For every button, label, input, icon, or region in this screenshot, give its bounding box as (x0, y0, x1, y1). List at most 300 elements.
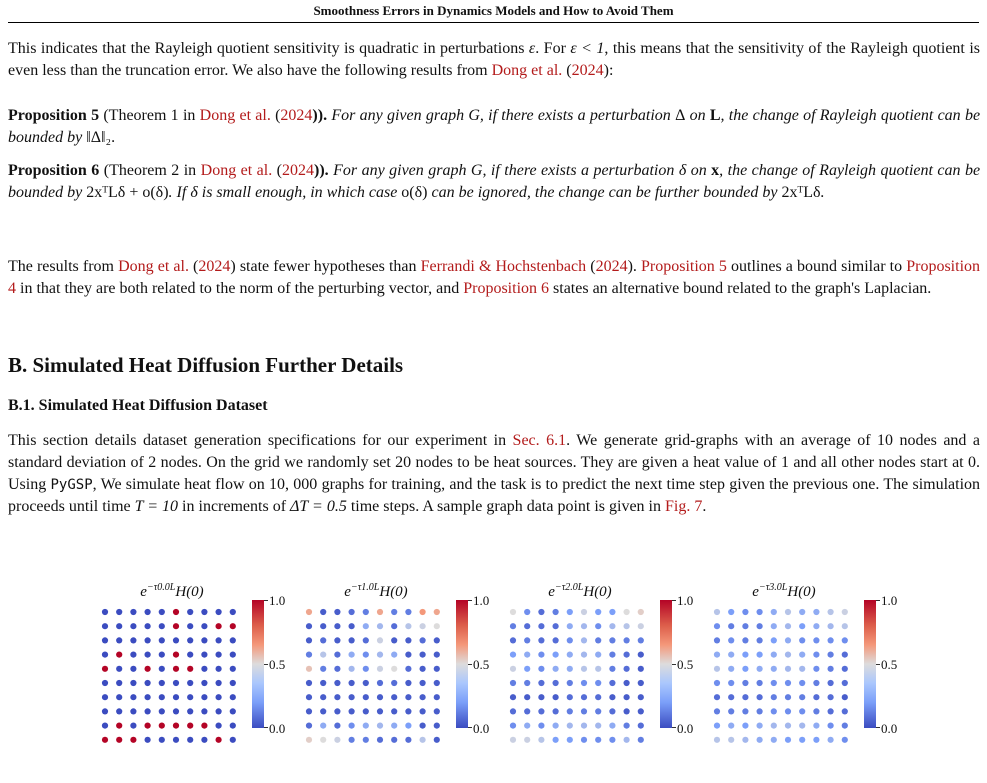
graph-node (306, 609, 312, 615)
graph-node (320, 708, 326, 714)
graph-node (173, 609, 179, 615)
graph-node (434, 737, 440, 743)
graph-node (434, 723, 440, 729)
graph-node (116, 666, 122, 672)
panel (301, 582, 501, 752)
colorbar-tick-label: 0.0 (473, 721, 490, 736)
graph-node (828, 694, 834, 700)
citation-link[interactable]: Dong et al. (118, 258, 189, 275)
text: state fewer hypotheses than (235, 258, 421, 275)
graph-node (785, 609, 791, 615)
graph-node (405, 666, 411, 672)
graph-node (159, 666, 165, 672)
text: is small enough, in which case (197, 184, 402, 201)
graph-node (405, 609, 411, 615)
graph-node (638, 623, 644, 629)
graph-node (391, 723, 397, 729)
graph-node (638, 666, 644, 672)
graph-node (728, 694, 734, 700)
graph-node (173, 623, 179, 629)
paragraph-rayleigh-sensitivity: This indicates that the Rayleigh quotient sensitivity is quadratic in perturbations ε. For ε < 1, this means that the sensitivity of the Rayleigh quotient is even less than the truncation error. We also have the following results from Dong et al. (2024): (8, 40, 980, 79)
graph-node (538, 666, 544, 672)
graph-node (609, 666, 615, 672)
title-exponent: −τ2.0L (554, 582, 584, 593)
math-L: L (709, 107, 721, 124)
colorbar-tick-label: 0.0 (677, 721, 694, 736)
graph-node (799, 680, 805, 686)
graph-node (524, 652, 530, 658)
graph-node (538, 623, 544, 629)
graph-node (216, 609, 222, 615)
graph-node (116, 652, 122, 658)
title-exponent: −τ1.0L (350, 582, 380, 593)
graph-node (391, 666, 397, 672)
graph-node (553, 680, 559, 686)
graph-node (785, 708, 791, 714)
graph-node (201, 723, 207, 729)
graph-node (377, 609, 383, 615)
graph-node (216, 680, 222, 686)
graph-node (102, 694, 108, 700)
text: . (702, 498, 707, 515)
graph-node (742, 637, 748, 643)
panel-title (505, 582, 655, 601)
graph-node (230, 652, 236, 658)
graph-node (306, 723, 312, 729)
graph-node (813, 609, 819, 615)
graph-node (538, 694, 544, 700)
graph-node (638, 652, 644, 658)
graph-node (216, 737, 222, 743)
graph-node (813, 708, 819, 714)
graph-node (334, 737, 340, 743)
graph-node (216, 623, 222, 629)
text: can be ignored, the change can be further bounded by (427, 184, 782, 201)
graph-node (377, 652, 383, 658)
graph-node (349, 680, 355, 686)
graph-node (405, 737, 411, 743)
graph-node (391, 623, 397, 629)
math-delta: δ (190, 184, 198, 201)
colorbar-tick (264, 727, 268, 728)
graph-node (553, 637, 559, 643)
graph-node (595, 708, 601, 714)
citation-year-link[interactable]: 2024 (595, 258, 628, 275)
graph-node (510, 609, 516, 615)
proposition-ref-link[interactable]: Proposition 5 (641, 258, 727, 275)
graph-node (842, 637, 848, 643)
graph-node (159, 708, 165, 714)
text: . (820, 184, 825, 201)
graph-node (391, 680, 397, 686)
graph-node (799, 652, 805, 658)
graph-node (624, 680, 630, 686)
graph-node (728, 666, 734, 672)
colorbar-tick-label: 1.0 (269, 593, 286, 608)
graph-node (334, 708, 340, 714)
graph-node (173, 694, 179, 700)
graph-node (230, 737, 236, 743)
graph-node (581, 737, 587, 743)
math-little-o: o(δ) (401, 184, 428, 201)
graph-node (828, 637, 834, 643)
graph-node (116, 723, 122, 729)
graph-node (363, 737, 369, 743)
graph-node (320, 723, 326, 729)
graph-node (420, 652, 426, 658)
graph-node (187, 737, 193, 743)
graph-node (538, 737, 544, 743)
graph-node (130, 723, 136, 729)
node-grid (712, 607, 862, 747)
graph-node (595, 694, 601, 700)
graph-node (434, 680, 440, 686)
graph-node (714, 708, 720, 714)
graph-node (624, 623, 630, 629)
graph-node (306, 737, 312, 743)
graph-node (595, 623, 601, 629)
graph-node (391, 737, 397, 743)
citation-link[interactable]: Dong et al. (491, 62, 563, 79)
colorbar-tick-label: 1.0 (473, 593, 490, 608)
graph-node (145, 708, 151, 714)
section-ref-link[interactable]: Sec. 6.1 (512, 432, 567, 449)
graph-node (581, 652, 587, 658)
graph-node (130, 623, 136, 629)
graph-node (216, 694, 222, 700)
graph-node (145, 666, 151, 672)
graph-node (813, 737, 819, 743)
math-bound: 2xᵀLδ (781, 184, 821, 201)
graph-node (553, 708, 559, 714)
graph-node (638, 680, 644, 686)
panel (709, 582, 909, 752)
colorbar-tick-label: 1.0 (677, 593, 694, 608)
panel-title (709, 582, 859, 601)
text: )). (312, 107, 328, 124)
colorbar-tick (468, 600, 472, 601)
graph-node (728, 708, 734, 714)
graph-node (581, 666, 587, 672)
graph-node (349, 694, 355, 700)
graph-node (320, 637, 326, 643)
graph-node (420, 723, 426, 729)
graph-node (510, 737, 516, 743)
graph-node (201, 694, 207, 700)
graph-node (785, 737, 791, 743)
text: This section details dataset generation specifications for our experiment in (8, 432, 513, 449)
colorbar-tick (672, 727, 676, 728)
graph-node (201, 666, 207, 672)
title-base: e (140, 584, 147, 600)
graph-node (159, 737, 165, 743)
graph-node (363, 666, 369, 672)
graph-node (187, 623, 193, 629)
graph-node (581, 680, 587, 686)
graph-node (434, 694, 440, 700)
graph-node (742, 609, 748, 615)
graph-node (102, 609, 108, 615)
graph-node (842, 666, 848, 672)
graph-node (201, 609, 207, 615)
graph-node (813, 680, 819, 686)
text: The results from (8, 258, 119, 275)
graph-node (320, 666, 326, 672)
graph-node (334, 652, 340, 658)
graph-node (201, 623, 207, 629)
graph-node (391, 694, 397, 700)
text: (Theorem 1 in (99, 107, 200, 124)
graph-node (714, 723, 720, 729)
graph-node (216, 723, 222, 729)
title-exponent: −τ3.0L (758, 582, 788, 593)
graph-node (624, 694, 630, 700)
graph-node (567, 723, 573, 729)
graph-node (828, 666, 834, 672)
title-rest: H(0) (583, 584, 612, 600)
graph-node (524, 666, 530, 672)
graph-node (116, 680, 122, 686)
citation-year-link[interactable]: 2024 (280, 107, 313, 124)
graph-node (102, 637, 108, 643)
graph-node (510, 694, 516, 700)
graph-node (349, 666, 355, 672)
colorbar-tick (264, 600, 268, 601)
graph-node (216, 666, 222, 672)
graph-node (145, 652, 151, 658)
graph-node (145, 694, 151, 700)
title-base: e (548, 584, 555, 600)
graph-node (130, 666, 136, 672)
graph-node (159, 652, 165, 658)
graph-node (714, 652, 720, 658)
citation-link[interactable]: Dong et al. (199, 107, 271, 124)
panel (505, 582, 705, 752)
text: in increments of (178, 498, 291, 515)
graph-node (771, 652, 777, 658)
proposition-ref-link[interactable]: Proposition 6 (463, 280, 550, 297)
graph-node (320, 623, 326, 629)
graph-node (187, 637, 193, 643)
graph-node (742, 708, 748, 714)
text: )). (314, 162, 329, 179)
graph-node (130, 680, 136, 686)
graph-node (510, 680, 516, 686)
graph-node (201, 637, 207, 643)
graph-node (510, 652, 516, 658)
graph-node (609, 680, 615, 686)
graph-node (377, 637, 383, 643)
graph-node (624, 609, 630, 615)
colorbar-tick (468, 727, 472, 728)
graph-node (567, 652, 573, 658)
graph-node (595, 737, 601, 743)
citation-year-link[interactable]: 2024 (571, 62, 604, 79)
math-delta: δ (678, 162, 687, 179)
graph-node (102, 680, 108, 686)
math-condition: ε < 1 (570, 40, 605, 57)
graph-node (216, 637, 222, 643)
graph-node (567, 623, 573, 629)
graph-node (363, 637, 369, 643)
graph-node (434, 637, 440, 643)
graph-node (320, 737, 326, 743)
graph-node (510, 637, 516, 643)
graph-node (145, 723, 151, 729)
graph-node (771, 680, 777, 686)
graph-node (624, 666, 630, 672)
math-number: 10, 000 (269, 476, 318, 493)
graph-node (116, 708, 122, 714)
colorbar (456, 600, 468, 728)
math-G: G (468, 107, 480, 124)
text: . If (168, 184, 191, 201)
graph-node (842, 723, 848, 729)
graph-node (230, 623, 236, 629)
graph-node (581, 637, 587, 643)
graph-node (595, 666, 601, 672)
graph-node (334, 666, 340, 672)
graph-node (524, 637, 530, 643)
graph-node (638, 723, 644, 729)
figure-ref-link[interactable]: Fig. 7 (665, 498, 703, 515)
graph-node (757, 623, 763, 629)
citation-link[interactable]: Dong et al. (200, 162, 273, 179)
graph-node (102, 623, 108, 629)
graph-node (757, 652, 763, 658)
text: in that they are both related to the norm of the perturbing vector, and (16, 280, 464, 297)
graph-node (145, 609, 151, 615)
text: on (686, 162, 712, 179)
graph-node (306, 623, 312, 629)
graph-node (742, 680, 748, 686)
graph-node (363, 609, 369, 615)
math-epsilon: ε (528, 40, 536, 57)
graph-node (173, 652, 179, 658)
graph-node (320, 680, 326, 686)
graph-node (609, 737, 615, 743)
title-base: e (344, 584, 351, 600)
section-heading: B. Simulated Heat Diffusion Further Details (8, 353, 404, 377)
proposition-6: Proposition 6 (Theorem 2 in Dong et al. (2024)). For any given graph G, if there exists a perturbation δ on x, the change of Rayleigh quotient can be bounded by 2xᵀLδ + o(δ). If δ is small enough, in which case o(δ) can be ignored, the change can be further bounded by 2xᵀLδ. (8, 162, 981, 201)
graph-node (230, 637, 236, 643)
graph-node (363, 680, 369, 686)
graph-node (391, 609, 397, 615)
graph-node (799, 623, 805, 629)
graph-node (230, 708, 236, 714)
colorbar-tick-label: 0.5 (269, 657, 286, 672)
graph-node (771, 708, 777, 714)
graph-node (771, 609, 777, 615)
node-grid (100, 607, 250, 747)
graph-node (130, 708, 136, 714)
graph-node (828, 652, 834, 658)
graph-node (842, 652, 848, 658)
graph-node (363, 708, 369, 714)
citation-link[interactable]: Ferrandi & Hochstenbach (420, 258, 587, 275)
graph-node (102, 666, 108, 672)
graph-node (842, 609, 848, 615)
graph-node (420, 609, 426, 615)
graph-node (813, 637, 819, 643)
graph-node (785, 723, 791, 729)
colorbar (660, 600, 672, 728)
graph-node (581, 708, 587, 714)
graph-node (159, 680, 165, 686)
text: time steps. A sample graph data point is given in (346, 498, 665, 515)
graph-node (363, 623, 369, 629)
graph-node (216, 652, 222, 658)
graph-node (173, 723, 179, 729)
graph-node (130, 609, 136, 615)
graph-node (757, 737, 763, 743)
graph-node (216, 708, 222, 714)
graph-node (714, 637, 720, 643)
graph-node (624, 637, 630, 643)
graph-node (306, 666, 312, 672)
graph-node (405, 637, 411, 643)
graph-node (116, 623, 122, 629)
graph-node (434, 708, 440, 714)
text: . For (535, 40, 571, 57)
graph-node (757, 680, 763, 686)
graph-node (785, 652, 791, 658)
citation-year-link[interactable]: 2024 (198, 258, 231, 275)
graph-node (624, 737, 630, 743)
graph-node (842, 680, 848, 686)
graph-node (567, 737, 573, 743)
graph-node (159, 694, 165, 700)
text: . We generate grid-graphs with an average of 10 nodes and a standard deviation of 2 nodes. On the grid we randomly set 20 nodes to be heat sources. They are given a heat value of 1 and all other nodes start at 0. Using (8, 432, 981, 493)
graph-node (609, 652, 615, 658)
proposition-ref-link[interactable]: Proposition 4 (8, 258, 981, 297)
graph-node (334, 723, 340, 729)
graph-node (320, 694, 326, 700)
graph-node (420, 737, 426, 743)
graph-node (377, 623, 383, 629)
graph-node (728, 680, 734, 686)
graph-node (230, 609, 236, 615)
math-bound: 2xᵀLδ + o(δ) (86, 184, 169, 201)
graph-node (201, 708, 207, 714)
title-base: e (752, 584, 759, 600)
graph-node (553, 666, 559, 672)
graph-node (377, 708, 383, 714)
graph-node (728, 609, 734, 615)
graph-node (714, 694, 720, 700)
graph-node (130, 737, 136, 743)
graph-node (420, 623, 426, 629)
graph-node (538, 708, 544, 714)
graph-node (405, 680, 411, 686)
graph-node (567, 680, 573, 686)
graph-node (363, 723, 369, 729)
graph-node (349, 623, 355, 629)
graph-node (799, 609, 805, 615)
graph-node (130, 637, 136, 643)
colorbar-tick-label: 1.0 (881, 593, 898, 608)
graph-node (742, 694, 748, 700)
graph-node (405, 708, 411, 714)
colorbar (252, 600, 264, 728)
graph-node (771, 723, 777, 729)
graph-node (187, 680, 193, 686)
graph-node (510, 623, 516, 629)
graph-node (173, 680, 179, 686)
proposition-label: Proposition 5 (8, 107, 100, 124)
graph-node (799, 708, 805, 714)
citation-year-link[interactable]: 2024 (282, 162, 314, 179)
